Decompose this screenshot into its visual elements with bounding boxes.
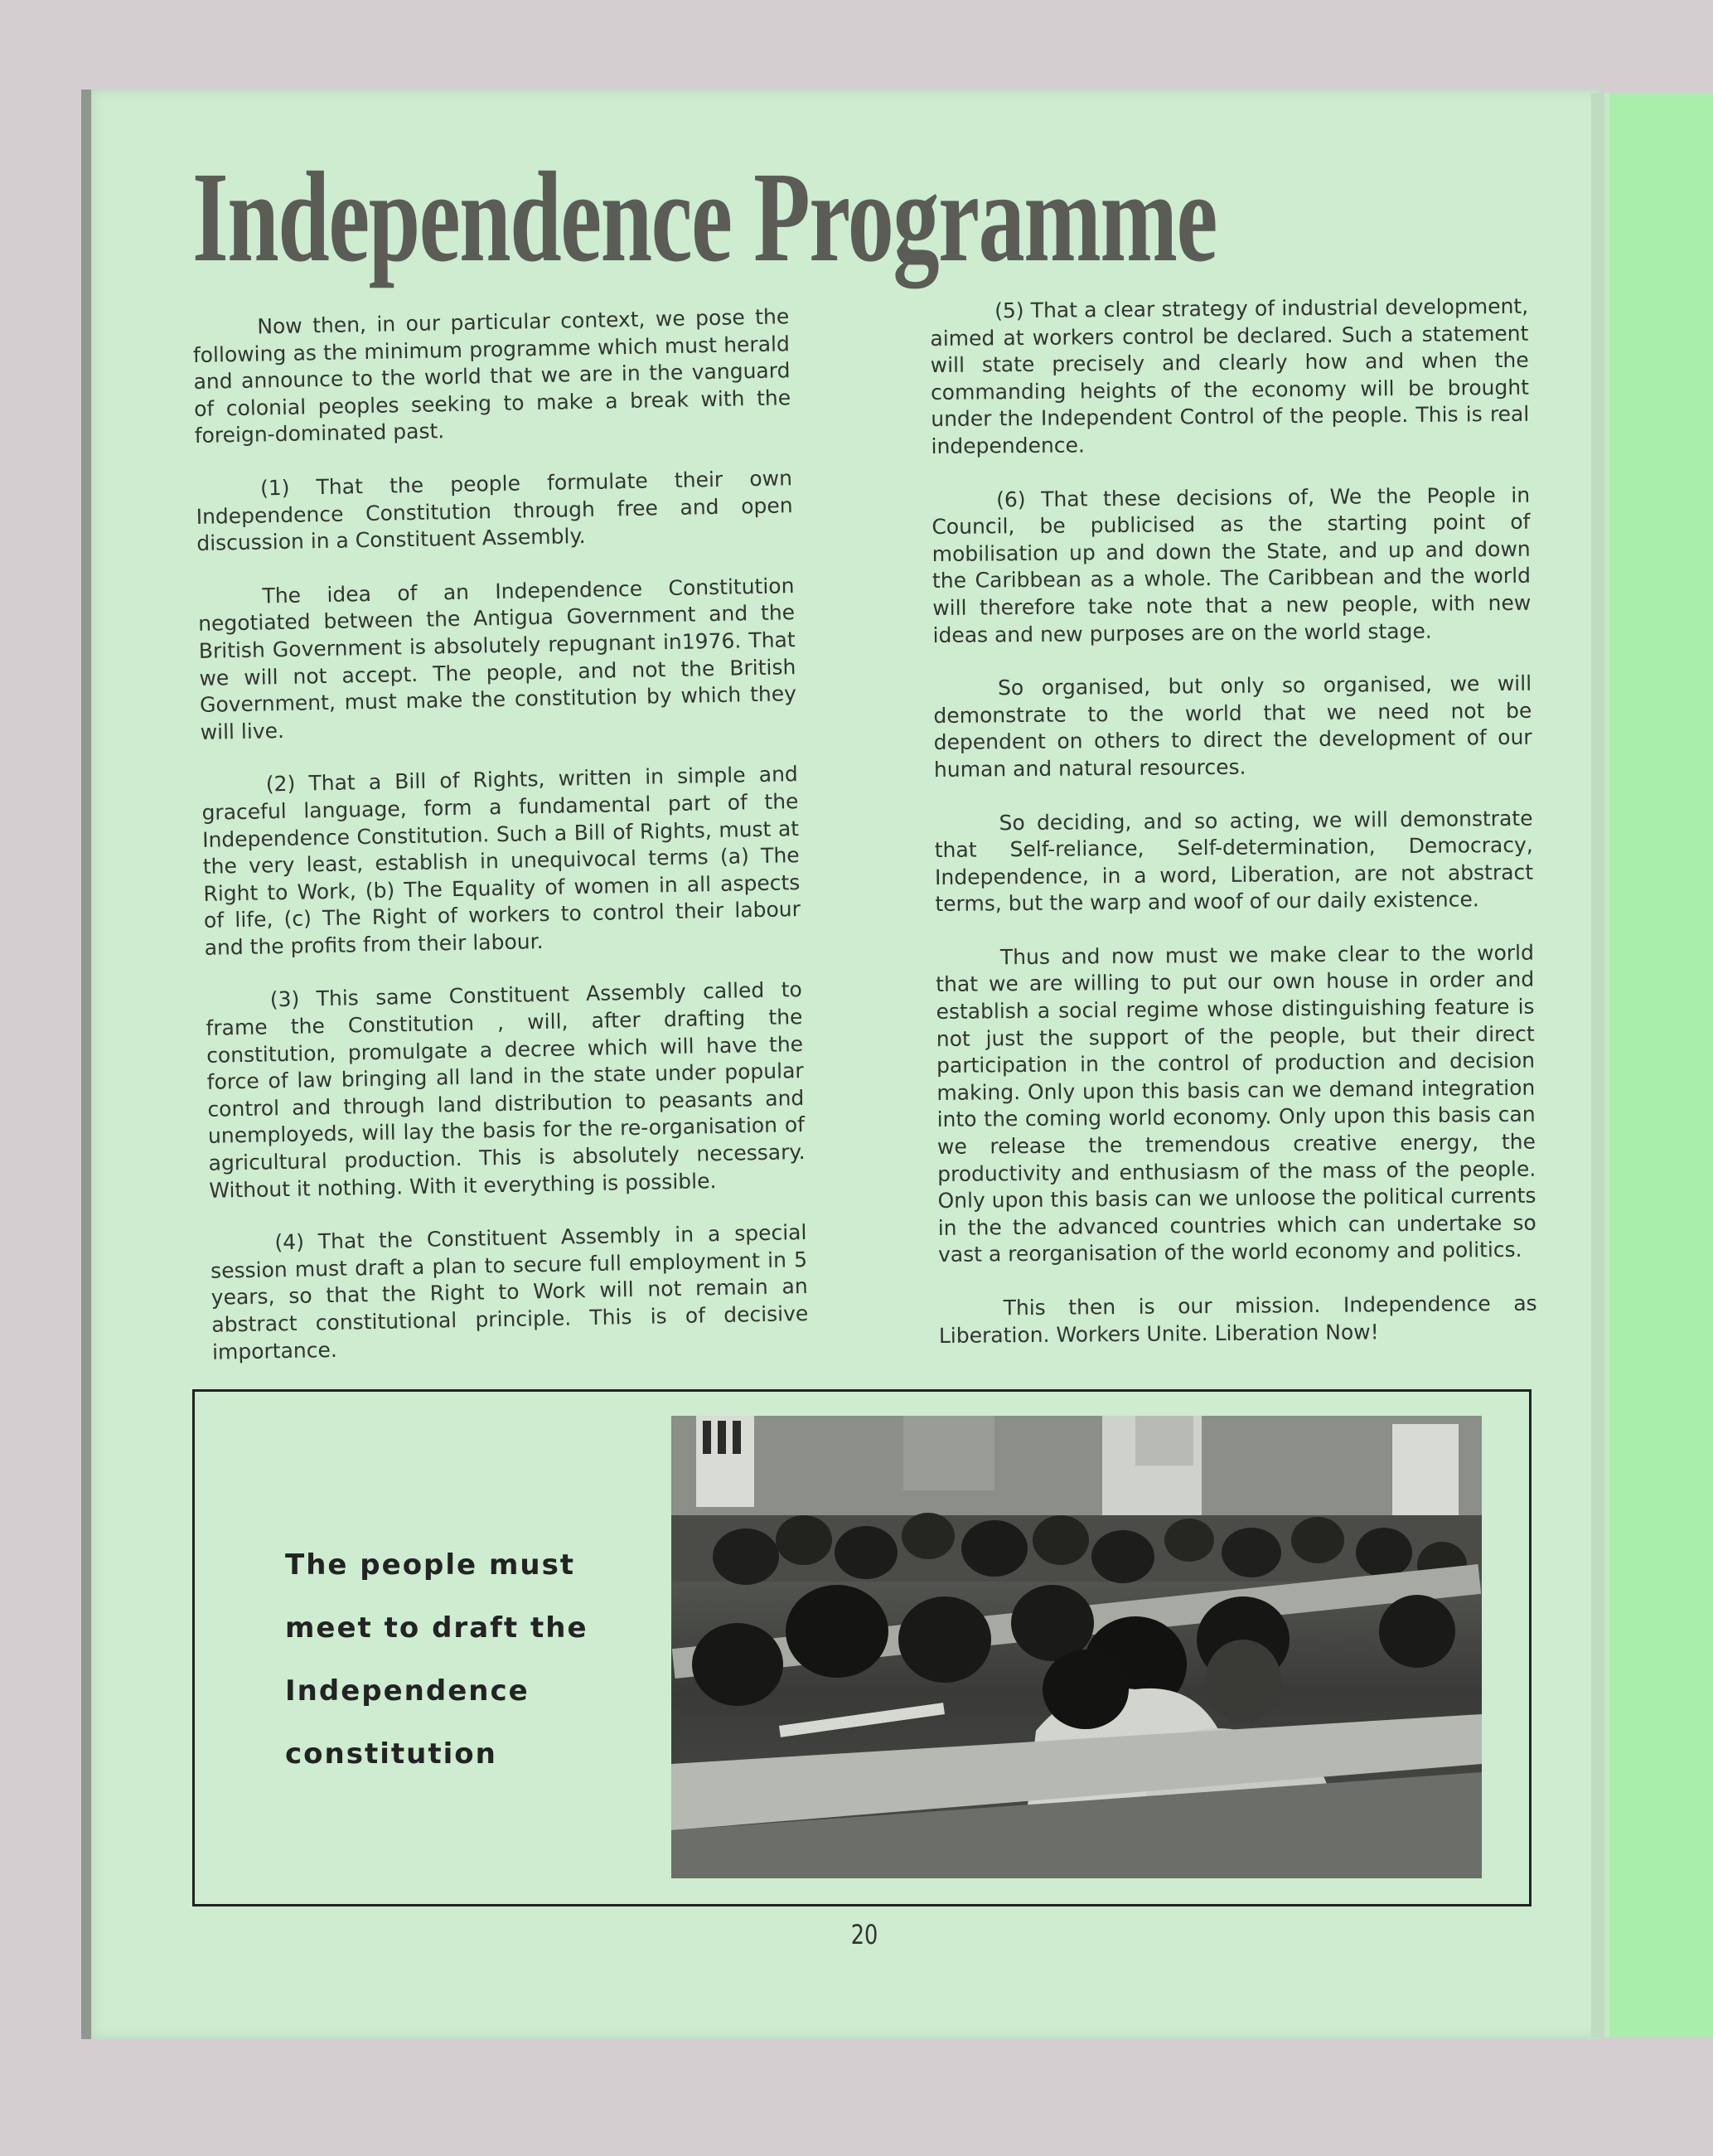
caption-line: constitution: [285, 1737, 497, 1771]
photo-caption: [285, 1533, 617, 1785]
mission-paragraph: This then is our mission. Independence as Liberation. Workers Unite. Liberation Now!: [938, 1291, 1537, 1348]
constitution-paragraph: The idea of an Independence Constitution negotiated between the Antigua Government and the British Government is absolutely repugnant in1976. That we will not accept. The people, and not the British Government, must make the constitution by which they will live.: [197, 573, 797, 744]
caption-line: meet to draft the: [285, 1611, 588, 1645]
intro-paragraph: Now then, in our particular context, we pose the following as the minimum programme which must herald and announce to the world that we are in the vanguard of colonial peoples seeking to make a break with the foreign-dominated past.: [192, 304, 791, 448]
deciding-paragraph: So deciding, and so acting, we will demonstrate that Self-reliance, Self-determination, Democracy, Independence, in a word, Liberation, are not abstract terms, but the warp and woof of our daily existence.: [934, 806, 1534, 917]
point-4-paragraph: (4) That the Constituent Assembly in a special session must draft a plan to secure full employment in 5 years, so that the Right to Work will not remain an abstract constitutional principle. This is of decisive importance.: [210, 1220, 809, 1364]
next-sheet: [1604, 93, 1713, 2037]
point-2-paragraph: (2) That a Bill of Rights, written in simple and graceful language, form a fundamental part of the Independence Constitution. Such a Bill of Rights, must at the very least, establish in unequivocal terms (a) The Right to Work, (b) The Equality of women in all aspects of life, (c) The Right of workers to control their labour and the profits from their labour.: [201, 762, 801, 960]
assembly-photo: [671, 1416, 1482, 1878]
thus-paragraph: Thus and now must we make clear to the world that we are willing to put our own house in order and establish a social regime whose distinguishing feature is not just the support of the people, but their direct participation in the control of production and decision making. Only upon this basis can we demand integration into the coming world economy. Only upon this basis can we release the tremendous creative energy, the productivity and enthusiasm of the mass of the people. Only upon this basis can we unloose the political currents in the the advanced countries which can undertake so vast a reorganisation of the world economy and politics.: [936, 940, 1536, 1267]
page-title: Independence Programme: [192, 145, 1217, 288]
point-3-paragraph: (3) This same Constituent Assembly called to frame the Constitution , will, after drafting the constitution, promulgate a decree which will have the force of law bringing all land in the state under popular control and through land distribution to peasants and unemployeds, will lay the basis for the re-organisation of agricultural production. This is absolutely necessary. Without it nothing. With it everything is possible.: [206, 977, 806, 1203]
point-1-paragraph: (1) That the people formulate their own Independence Constitution through free and open discussion in a Constituent Assembly.: [196, 466, 793, 556]
point-5-paragraph: (5) That a clear strategy of industrial development, aimed at workers control be declared. Such a statement will state precisely and clearly how and when the commanding heights of the economy will be brought under the Independent Control of the people. This is real independence.: [930, 293, 1530, 458]
assembly-photo-illustration: [671, 1416, 1482, 1878]
caption-line: Independence: [285, 1674, 530, 1708]
page-binding-edge: [81, 90, 91, 2039]
left-column: [192, 303, 810, 1393]
page-right-edge: [1591, 93, 1604, 2037]
next-sheet-edge: [1604, 93, 1609, 2037]
page-number: 20: [850, 1919, 878, 1950]
right-column: [930, 293, 1537, 1376]
organised-paragraph: So organised, but only so organised, we will demonstrate to the world that we need not be dependent on others to direct the development of our human and natural resources.: [933, 671, 1532, 782]
point-6-paragraph: (6) That these decisions of, We the People in Council, be publicised as the starting point of mobilisation up and down the State, and up and down the Caribbean as a whole. The Caribbean and the world will therefore take note that a new people, with new ideas and new purposes are on the world stage.: [932, 482, 1532, 647]
caption-line: The people must: [285, 1548, 576, 1582]
